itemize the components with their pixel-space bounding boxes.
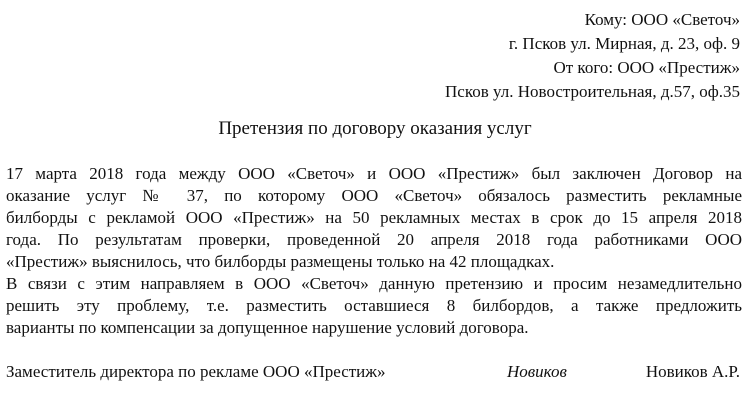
body-line: решить эту проблему, т.е. разместить оставшиеся 8 билбордов, а также предложить <box>6 296 742 315</box>
body-line: года. По результатам проверки, проведенной 20 апреля 2018 года работниками ООО <box>6 230 742 249</box>
document-title: Претензия по договору оказания услуг <box>218 118 532 139</box>
signer-position: Заместитель директора по рекламе ООО «Престиж» <box>6 362 386 381</box>
body-line: оказание услуг № 37, по которому ООО «Светоч» обязалось разместить рекламные <box>6 186 742 205</box>
body-line: билборды с рекламой ООО «Престиж» на 50 рекламных местах в срок до 15 апреля 2018 <box>6 208 742 227</box>
body-line: «Престиж» выяснилось, что билборды размещены только на 42 площадках. <box>6 252 555 271</box>
signature-mark: Новиков <box>507 362 567 381</box>
body-line: варианты по компенсации за допущенное нарушение условий договора. <box>6 318 529 337</box>
body-line: В связи с этим направляем в ООО «Светоч» данную претензию и просим незамедлительно <box>6 274 742 293</box>
recipient-address: г. Псков ул. Мирная, д. 23, оф. 9 <box>508 34 740 53</box>
recipient-line: Кому: ООО «Светоч» <box>584 10 740 29</box>
sender-address: Псков ул. Новостроительная, д.57, оф.35 <box>445 82 740 101</box>
body-line: 17 марта 2018 года между ООО «Светоч» и ООО «Престиж» был заключен Договор на <box>6 164 742 183</box>
sender-line: От кого: ООО «Престиж» <box>553 58 740 77</box>
signer-name: Новиков А.Р. <box>645 362 740 381</box>
